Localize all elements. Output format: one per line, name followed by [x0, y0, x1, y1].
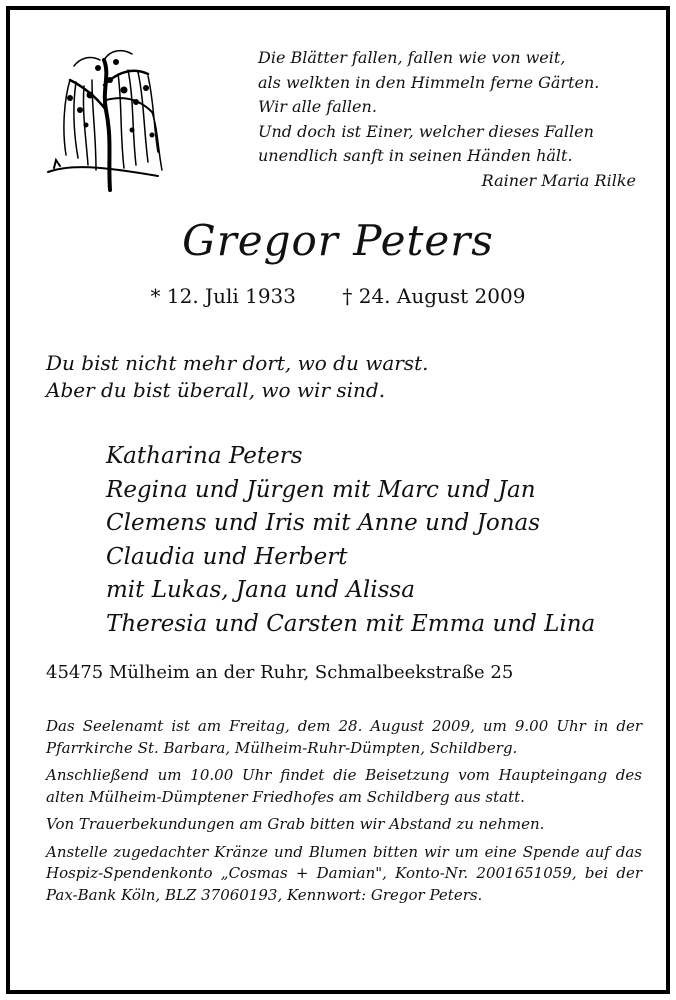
mourner-line: mit Lukas, Jana und Alissa — [106, 577, 415, 603]
poem-line: als welkten in den Himmeln ferne Gärten. — [258, 72, 600, 92]
mourner-line: Claudia und Herbert — [106, 543, 348, 570]
poem-line: Die Blätter fallen, fallen wie von weit, — [258, 48, 566, 67]
deceased-name: Gregor Peters — [182, 216, 494, 265]
memorial-verse — [46, 350, 646, 404]
death-date: † 24. August 2009 — [342, 284, 526, 308]
donation-notice: Anstelle zugedachter Kränze und Blumen bitten wir um eine Spende auf das Hospiz-Spendenkonto „Cosmas + Damian", Konto-Nr. 2001651059, bei der Pax-Bank Köln, BLZ 37060193, Kennwort: Gregor Peters. — [46, 842, 642, 904]
poem-line: unendlich sanft in seinen Händen hält. — [258, 146, 573, 165]
mourner-line: Clemens und Iris mit Anne und Jonas — [106, 510, 541, 536]
poem — [258, 46, 648, 193]
burial-notice: Anschließend um 10.00 Uhr findet die Beisetzung vom Haupteingang des alten Mülheim-Dümptener Friedhofes am Schildberg aus statt. — [46, 766, 642, 806]
weeping-willow-tree-icon — [40, 40, 170, 200]
birth-date: * 12. Juli 1933 — [150, 284, 296, 308]
family-address: 45475 Mülheim an der Ruhr, Schmalbeekstraße 25 — [46, 662, 514, 683]
verse-line: Du bist nicht mehr dort, wo du warst. — [46, 351, 429, 375]
mourner-line: Theresia und Carsten mit Emma und Lina — [106, 610, 596, 637]
verse-line: Aber du bist überall, wo wir sind. — [46, 378, 386, 402]
funeral-notices — [46, 716, 642, 912]
mourners-list — [106, 440, 646, 641]
poem-line: Wir alle fallen. — [258, 97, 377, 116]
mourner-line: Katharina Peters — [106, 443, 303, 469]
obituary-card — [6, 6, 670, 994]
poem-line: Und doch ist Einer, welcher dieses Fallen — [258, 121, 594, 141]
requiem-notice: Das Seelenamt ist am Freitag, dem 28. August 2009, um 9.00 Uhr in der Pfarrkirche St. Barbara, Mülheim-Ruhr-Dümpten, Schildberg. — [46, 717, 642, 757]
poem-author: Rainer Maria Rilke — [481, 170, 636, 190]
condolence-notice: Von Trauerbekundungen am Grab bitten wir Abstand zu nehmen. — [46, 815, 545, 833]
life-dates — [10, 284, 666, 308]
mourner-line: Regina und Jürgen mit Marc und Jan — [106, 476, 536, 503]
